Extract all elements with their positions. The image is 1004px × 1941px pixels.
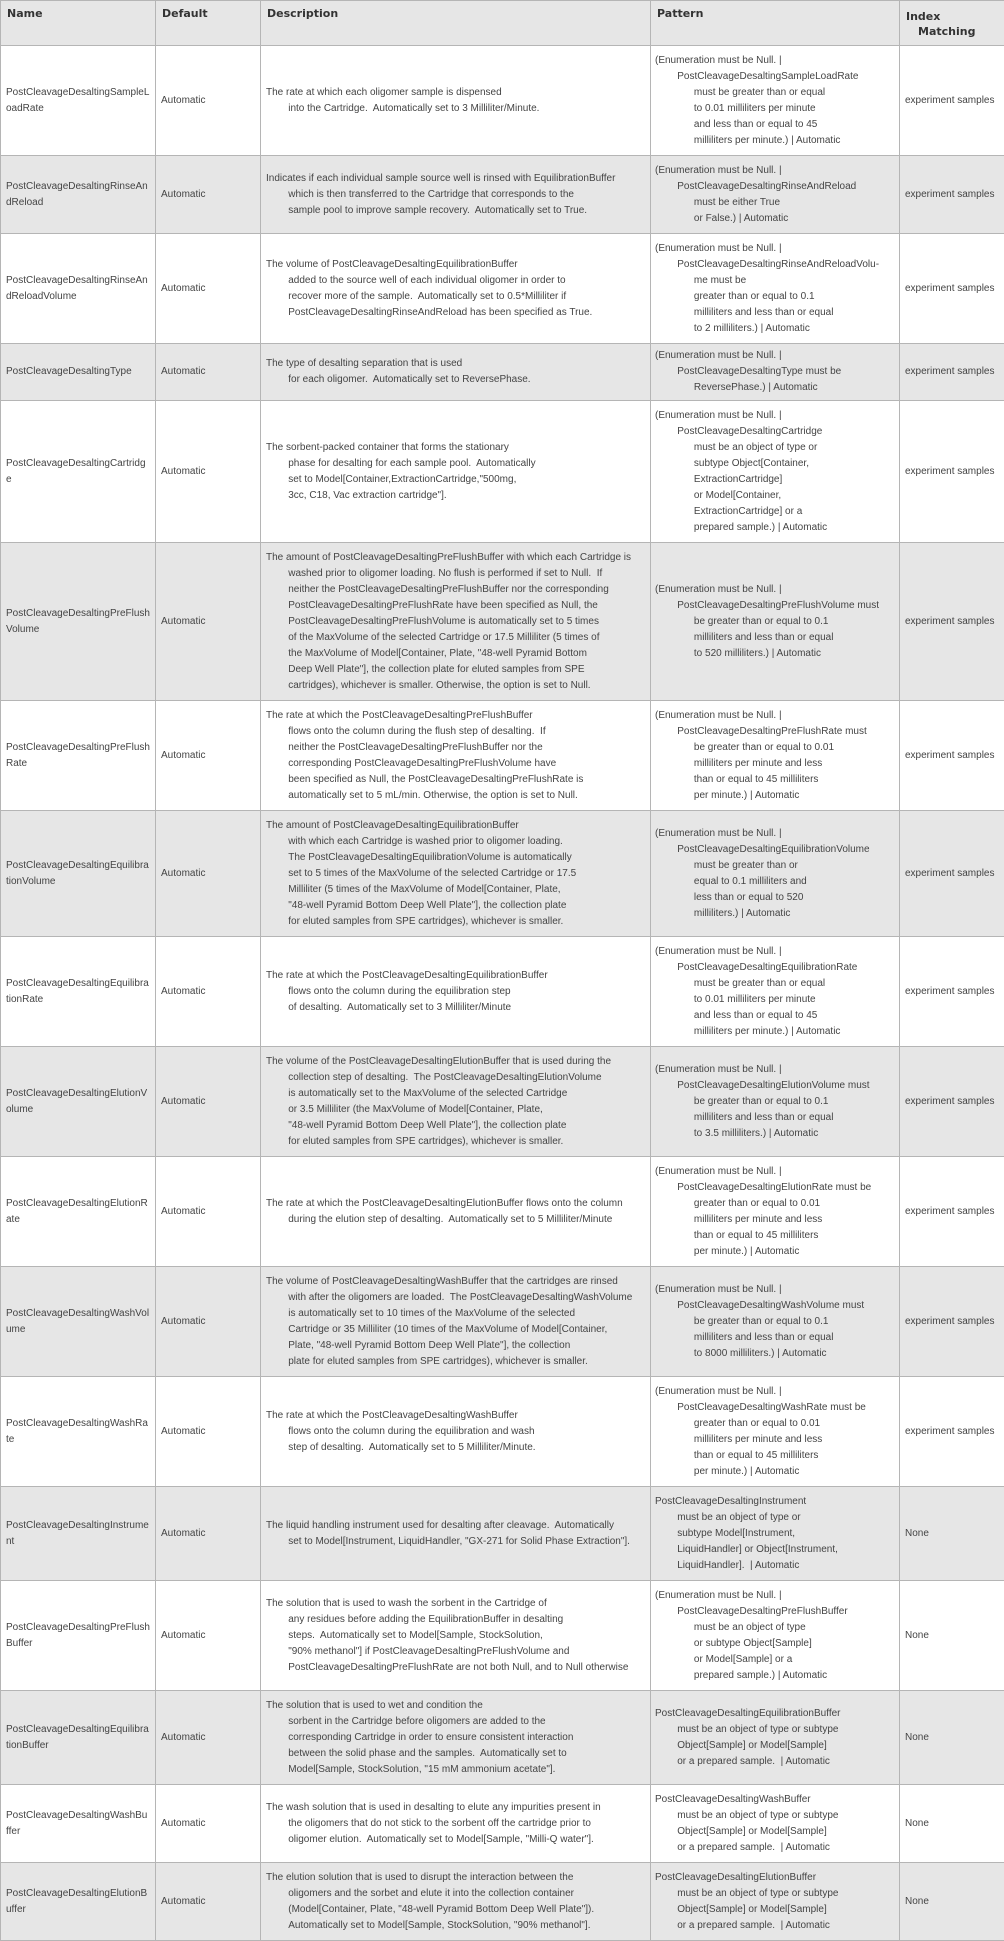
- option-pattern-cell: (Enumeration must be Null. | PostCleavageDesaltingEquilibrationVolume must be greater than or equal to 0.1 milliliters and less than or equal to 520 milliliters.) | Automatic: [651, 811, 900, 937]
- option-pattern-cell: PostCleavageDesaltingInstrument must be an object of type or subtype Model[Instrument, LiquidHandler] or Object[Instrument, LiquidHandler]. | Automatic: [651, 1487, 900, 1581]
- option-description-cell: The elution solution that is used to disrupt the interaction between the oligomers and the sorbet and elute it into the collection container (Model[Container, Plate, "48-well Pyramid Bottom Deep Well Plate"]). Automatically set to Model[Sample, StockSolution, "90% methanol"].: [261, 1863, 651, 1941]
- option-default-cell: Automatic: [156, 401, 261, 543]
- header-row: [1, 1, 1004, 46]
- option-name-cell: PostCleavageDesaltingSampleLoadRate: [1, 46, 156, 156]
- option-default-cell: Automatic: [156, 1377, 261, 1487]
- option-pattern-cell: (Enumeration must be Null. | PostCleavageDesaltingElutionVolume must be greater than or equal to 0.1 milliliters and less than or equal to 3.5 milliliters.) | Automatic: [651, 1047, 900, 1157]
- table-row: [1, 401, 1004, 543]
- option-pattern-cell: (Enumeration must be Null. | PostCleavageDesaltingSampleLoadRate must be greater than or equal to 0.01 milliliters per minute and less than or equal to 45 milliliters per minute.) | Automatic: [651, 46, 900, 156]
- option-name-cell: PostCleavageDesaltingWashBuffer: [1, 1785, 156, 1863]
- option-index-matching-cell: experiment samples: [900, 234, 1004, 344]
- option-pattern-cell: (Enumeration must be Null. | PostCleavageDesaltingPreFlushBuffer must be an object of type or subtype Object[Sample] or Model[Sample] or a prepared sample.) | Automatic: [651, 1581, 900, 1691]
- table-row: [1, 1581, 1004, 1691]
- table-row: [1, 543, 1004, 701]
- option-description-cell: The amount of PostCleavageDesaltingPreFlushBuffer with which each Cartridge is washed prior to oligomer loading. No flush is performed if set to Null. If neither the PostCleavageDesaltingPreFlushBuffer nor the corresponding PostCleavageDesaltingPreFlushRate have been specified as Null, the PostCleavageDesaltingPreFlushVolume is automatically set to 5 times of the MaxVolume of the selected Cartridge or 17.5 Milliliter (5 times of the MaxVolume of Model[Container, Plate, "48-well Pyramid Bottom Deep Well Plate"], the collection plate for eluted samples from SPE cartridges), whichever is smaller. Otherwise, the option is set to Null.: [261, 543, 651, 701]
- option-default-cell: Automatic: [156, 1691, 261, 1785]
- table-row: [1, 1047, 1004, 1157]
- option-index-matching-cell: experiment samples: [900, 811, 1004, 937]
- option-default-cell: Automatic: [156, 1785, 261, 1863]
- header-name: Name: [1, 1, 156, 46]
- option-pattern-cell: (Enumeration must be Null. | PostCleavageDesaltingElutionRate must be greater than or equal to 0.01 milliliters per minute and less than or equal to 45 milliliters per minute.) | Automatic: [651, 1157, 900, 1267]
- option-name-cell: PostCleavageDesaltingRinseAndReload: [1, 156, 156, 234]
- option-default-cell: Automatic: [156, 1157, 261, 1267]
- option-description-cell: Indicates if each individual sample source well is rinsed with EquilibrationBuffer which is then transferred to the Cartridge that corresponds to the sample pool to improve sample recovery. Automatically set to True.: [261, 156, 651, 234]
- table-row: [1, 1691, 1004, 1785]
- option-description-cell: The rate at which each oligomer sample is dispensed into the Cartridge. Automatically set to 3 Milliliter/Minute.: [261, 46, 651, 156]
- header-default: Default: [156, 1, 261, 46]
- option-description-cell: The type of desalting separation that is used for each oligomer. Automatically set to ReversePhase.: [261, 344, 651, 401]
- table-row: [1, 1863, 1004, 1941]
- option-index-matching-cell: None: [900, 1487, 1004, 1581]
- table-row: [1, 1157, 1004, 1267]
- option-index-matching-cell: None: [900, 1785, 1004, 1863]
- option-pattern-cell: (Enumeration must be Null. | PostCleavageDesaltingType must be ReversePhase.) | Automatic: [651, 344, 900, 401]
- option-name-cell: PostCleavageDesaltingElutionVolume: [1, 1047, 156, 1157]
- table-row: [1, 46, 1004, 156]
- option-name-cell: PostCleavageDesaltingWashVolume: [1, 1267, 156, 1377]
- option-description-cell: The volume of the PostCleavageDesaltingElutionBuffer that is used during the collection step of desalting. The PostCleavageDesaltingElutionVolume is automatically set to the MaxVolume of the selected Cartridge or 3.5 Milliliter (the MaxVolume of Model[Container, Plate, "48-well Pyramid Bottom Deep Well Plate"], the collection plate for eluted samples from SPE cartridges), whichever is smaller.: [261, 1047, 651, 1157]
- table-row: [1, 1785, 1004, 1863]
- option-pattern-cell: (Enumeration must be Null. | PostCleavageDesaltingRinseAndReload must be either True or False.) | Automatic: [651, 156, 900, 234]
- option-index-matching-cell: None: [900, 1863, 1004, 1941]
- option-description-cell: The sorbent-packed container that forms the stationary phase for desalting for each sample pool. Automatically set to Model[Container,ExtractionCartridge,"500mg, 3cc, C18, Vac extraction cartridge"].: [261, 401, 651, 543]
- option-pattern-cell: (Enumeration must be Null. | PostCleavageDesaltingRinseAndReloadVolu- me must be greater than or equal to 0.1 milliliters and less than or equal to 2 milliliters.) | Automatic: [651, 234, 900, 344]
- option-index-matching-cell: experiment samples: [900, 701, 1004, 811]
- option-index-matching-cell: experiment samples: [900, 543, 1004, 701]
- option-index-matching-cell: experiment samples: [900, 46, 1004, 156]
- header-pattern: Pattern: [651, 1, 900, 46]
- option-default-cell: Automatic: [156, 344, 261, 401]
- table-row: [1, 1487, 1004, 1581]
- option-default-cell: Automatic: [156, 811, 261, 937]
- option-name-cell: PostCleavageDesaltingElutionBuffer: [1, 1863, 156, 1941]
- option-description-cell: The volume of PostCleavageDesaltingWashBuffer that the cartridges are rinsed with after the oligomers are loaded. The PostCleavageDesaltingWashVolume is automatically set to 10 times of the MaxVolume of the selected Cartridge or 35 Milliliter (10 times of the MaxVolume of Model[Container, Plate, "48-well Pyramid Bottom Deep Well Plate"], the collection plate for eluted samples from SPE cartridges), whichever is smaller.: [261, 1267, 651, 1377]
- table-row: [1, 344, 1004, 401]
- option-pattern-cell: (Enumeration must be Null. | PostCleavageDesaltingPreFlushRate must be greater than or equal to 0.01 milliliters per minute and less than or equal to 45 milliliters per minute.) | Automatic: [651, 701, 900, 811]
- option-pattern-cell: (Enumeration must be Null. | PostCleavageDesaltingCartridge must be an object of type or subtype Object[Container, ExtractionCartridge] or Model[Container, ExtractionCartridge] or a prepared sample.) | Automatic: [651, 401, 900, 543]
- option-description-cell: The rate at which the PostCleavageDesaltingWashBuffer flows onto the column during the equilibration and wash step of desalting. Automatically set to 5 Milliliter/Minute.: [261, 1377, 651, 1487]
- option-name-cell: PostCleavageDesaltingType: [1, 344, 156, 401]
- option-pattern-cell: (Enumeration must be Null. | PostCleavageDesaltingWashRate must be greater than or equal to 0.01 milliliters per minute and less than or equal to 45 milliliters per minute.) | Automatic: [651, 1377, 900, 1487]
- option-default-cell: Automatic: [156, 46, 261, 156]
- option-default-cell: Automatic: [156, 1487, 261, 1581]
- option-name-cell: PostCleavageDesaltingInstrument: [1, 1487, 156, 1581]
- option-default-cell: Automatic: [156, 937, 261, 1047]
- option-index-matching-cell: experiment samples: [900, 401, 1004, 543]
- option-default-cell: Automatic: [156, 543, 261, 701]
- option-index-matching-cell: experiment samples: [900, 156, 1004, 234]
- option-index-matching-cell: experiment samples: [900, 1157, 1004, 1267]
- option-name-cell: PostCleavageDesaltingCartridge: [1, 401, 156, 543]
- option-index-matching-cell: None: [900, 1581, 1004, 1691]
- option-pattern-cell: (Enumeration must be Null. | PostCleavageDesaltingPreFlushVolume must be greater than or equal to 0.1 milliliters and less than or equal to 520 milliliters.) | Automatic: [651, 543, 900, 701]
- option-name-cell: PostCleavageDesaltingEquilibrationRate: [1, 937, 156, 1047]
- option-description-cell: The liquid handling instrument used for desalting after cleavage. Automatically set to Model[Instrument, LiquidHandler, "GX-271 for Solid Phase Extraction"].: [261, 1487, 651, 1581]
- option-default-cell: Automatic: [156, 156, 261, 234]
- option-name-cell: PostCleavageDesaltingPreFlushBuffer: [1, 1581, 156, 1691]
- option-default-cell: Automatic: [156, 234, 261, 344]
- table-row: [1, 156, 1004, 234]
- option-description-cell: The rate at which the PostCleavageDesaltingEquilibrationBuffer flows onto the column during the equilibration step of desalting. Automatically set to 3 Milliliter/Minute: [261, 937, 651, 1047]
- option-pattern-cell: (Enumeration must be Null. | PostCleavageDesaltingWashVolume must be greater than or equal to 0.1 milliliters and less than or equal to 8000 milliliters.) | Automatic: [651, 1267, 900, 1377]
- header-description: Description: [261, 1, 651, 46]
- option-index-matching-cell: experiment samples: [900, 1267, 1004, 1377]
- option-index-matching-cell: experiment samples: [900, 937, 1004, 1047]
- header-index-line2: Matching: [906, 24, 998, 39]
- table-row: [1, 811, 1004, 937]
- option-index-matching-cell: experiment samples: [900, 1047, 1004, 1157]
- option-default-cell: Automatic: [156, 1863, 261, 1941]
- option-default-cell: Automatic: [156, 701, 261, 811]
- option-pattern-cell: PostCleavageDesaltingElutionBuffer must be an object of type or subtype Object[Sample] or Model[Sample] or a prepared sample. | Automatic: [651, 1863, 900, 1941]
- option-index-matching-cell: None: [900, 1691, 1004, 1785]
- header-index-line1: Index: [906, 9, 998, 24]
- header-index-matching: [900, 1, 1004, 46]
- option-pattern-cell: PostCleavageDesaltingWashBuffer must be an object of type or subtype Object[Sample] or Model[Sample] or a prepared sample. | Automatic: [651, 1785, 900, 1863]
- option-index-matching-cell: experiment samples: [900, 1377, 1004, 1487]
- table-row: [1, 1267, 1004, 1377]
- option-description-cell: The amount of PostCleavageDesaltingEquilibrationBuffer with which each Cartridge is washed prior to oligomer loading. The PostCleavageDesaltingEquilibrationVolume is automatically set to 5 times of the MaxVolume of the selected Cartridge or 17.5 Milliliter (5 times of the MaxVolume of Model[Container, Plate, "48-well Pyramid Bottom Deep Well Plate"], the collection plate for eluted samples from SPE cartridges), whichever is smaller.: [261, 811, 651, 937]
- option-default-cell: Automatic: [156, 1581, 261, 1691]
- option-index-matching-cell: experiment samples: [900, 344, 1004, 401]
- table-row: [1, 701, 1004, 811]
- option-name-cell: PostCleavageDesaltingElutionRate: [1, 1157, 156, 1267]
- table-row: [1, 234, 1004, 344]
- option-description-cell: The solution that is used to wash the sorbent in the Cartridge of any residues before adding the EquilibrationBuffer in desalting steps. Automatically set to Model[Sample, StockSolution, "90% methanol"] if PostCleavageDesaltingPreFlushVolume and PostCleavageDesaltingPreFlushRate are not both Null, and to Null otherwise: [261, 1581, 651, 1691]
- option-description-cell: The rate at which the PostCleavageDesaltingPreFlushBuffer flows onto the column during the flush step of desalting. If neither the PostCleavageDesaltingPreFlushBuffer nor the corresponding PostCleavageDesaltingPreFlushVolume have been specified as Null, the PostCleavageDesaltingPreFlushRate is automatically set to 5 mL/min. Otherwise, the option is set to Null.: [261, 701, 651, 811]
- table-row: [1, 937, 1004, 1047]
- option-name-cell: PostCleavageDesaltingRinseAndReloadVolume: [1, 234, 156, 344]
- option-name-cell: PostCleavageDesaltingPreFlushRate: [1, 701, 156, 811]
- option-name-cell: PostCleavageDesaltingWashRate: [1, 1377, 156, 1487]
- option-pattern-cell: PostCleavageDesaltingEquilibrationBuffer must be an object of type or subtype Object[Sample] or Model[Sample] or a prepared sample. | Automatic: [651, 1691, 900, 1785]
- option-default-cell: Automatic: [156, 1267, 261, 1377]
- option-description-cell: The wash solution that is used in desalting to elute any impurities present in the oligomers that do not stick to the sorbent off the cartridge prior to oligomer elution. Automatically set to Model[Sample, "Milli-Q water"].: [261, 1785, 651, 1863]
- option-name-cell: PostCleavageDesaltingEquilibrationBuffer: [1, 1691, 156, 1785]
- table-row: [1, 1377, 1004, 1487]
- option-pattern-cell: (Enumeration must be Null. | PostCleavageDesaltingEquilibrationRate must be greater than or equal to 0.01 milliliters per minute and less than or equal to 45 milliliters per minute.) | Automatic: [651, 937, 900, 1047]
- option-name-cell: PostCleavageDesaltingEquilibrationVolume: [1, 811, 156, 937]
- option-description-cell: The volume of PostCleavageDesaltingEquilibrationBuffer added to the source well of each individual oligomer in order to recover more of the sample. Automatically set to 0.5*Milliliter if PostCleavageDesaltingRinseAndReload has been specified as True.: [261, 234, 651, 344]
- option-description-cell: The solution that is used to wet and condition the sorbent in the Cartridge before oligomers are added to the corresponding Cartridge in order to ensure consistent interaction between the solid phase and the samples. Automatically set to Model[Sample, StockSolution, "15 mM ammonium acetate"].: [261, 1691, 651, 1785]
- option-name-cell: PostCleavageDesaltingPreFlushVolume: [1, 543, 156, 701]
- option-default-cell: Automatic: [156, 1047, 261, 1157]
- option-description-cell: The rate at which the PostCleavageDesaltingElutionBuffer flows onto the column during the elution step of desalting. Automatically set to 5 Milliliter/Minute: [261, 1157, 651, 1267]
